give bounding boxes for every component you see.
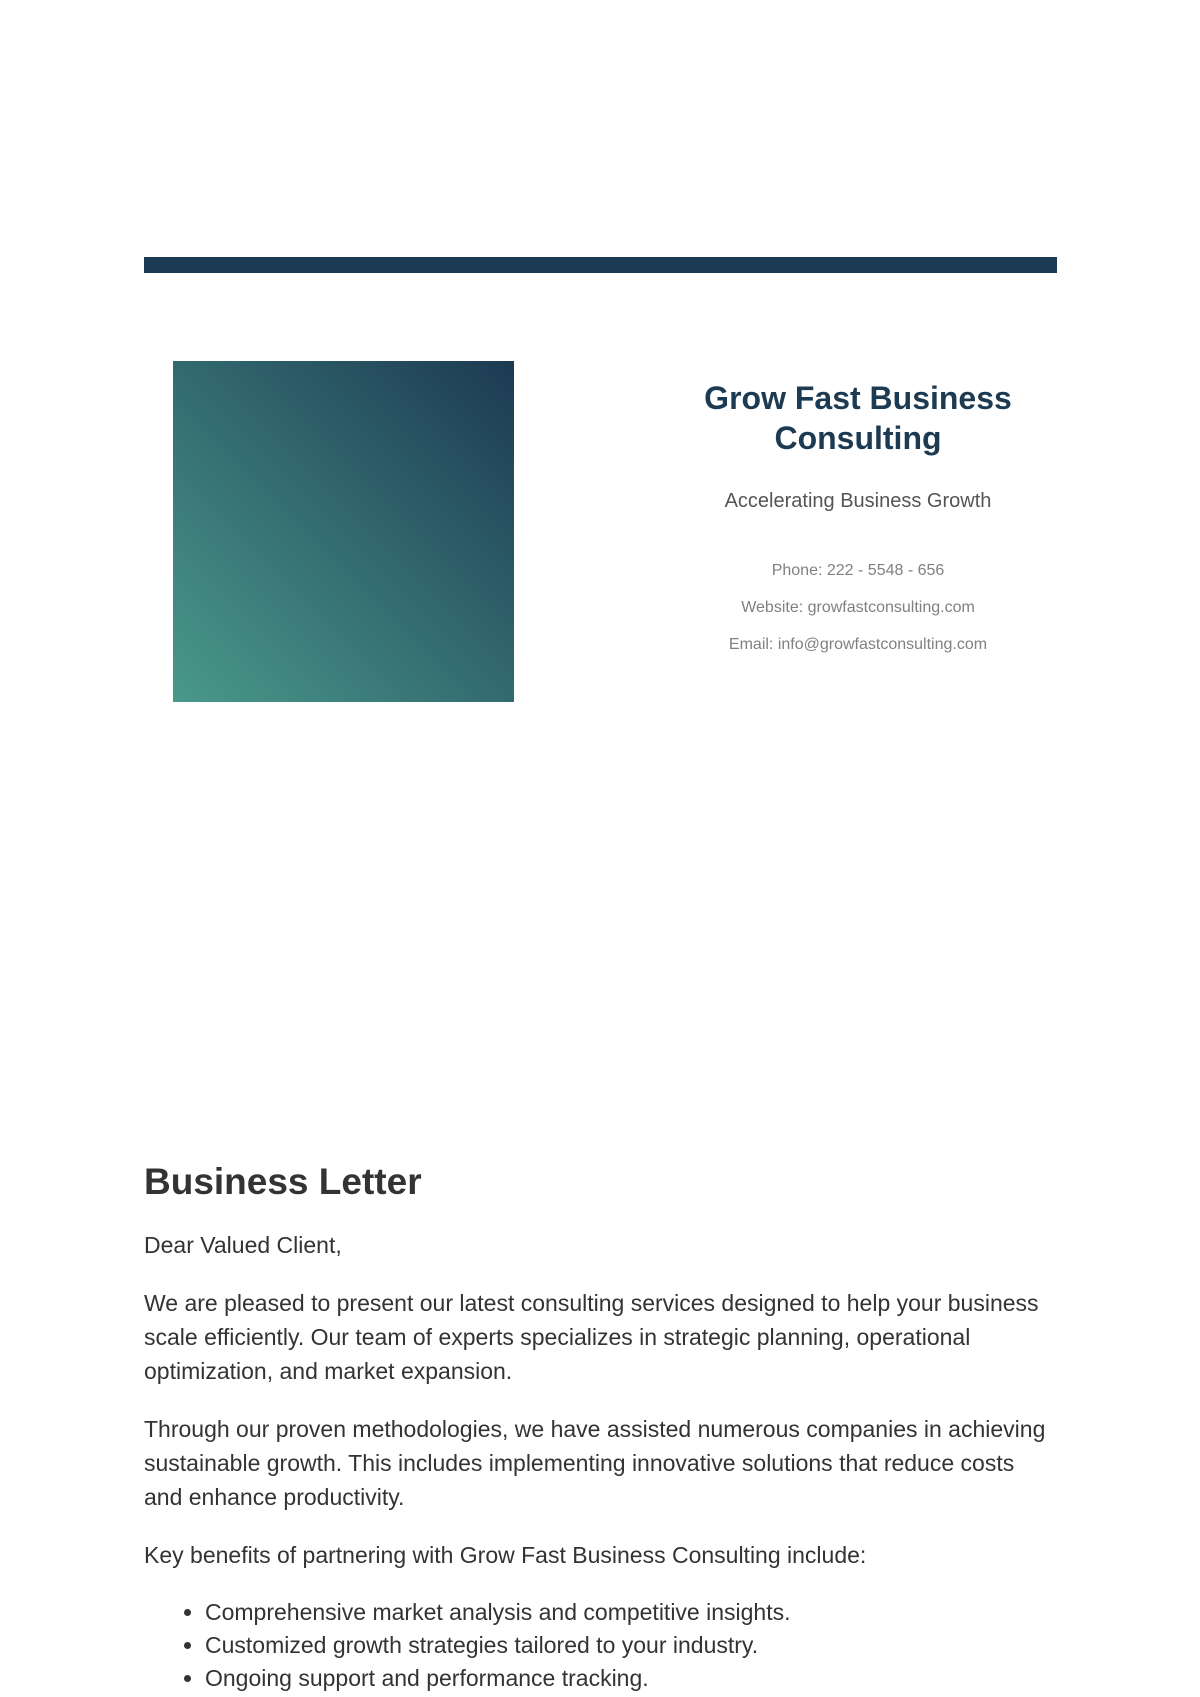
contact-phone: [658, 561, 1058, 581]
company-info: [658, 378, 1058, 655]
email-value: info@growfastconsulting.com: [777, 636, 988, 653]
company-tagline: Accelerating Business Growth: [724, 490, 992, 512]
company-name: Grow Fast Business Consulting: [704, 380, 1012, 456]
contact-website: [658, 598, 1058, 618]
contact-details: [658, 561, 1058, 655]
benefit-item: • Comprehensive market analysis and competitive insights.: [205, 1596, 1057, 1629]
letter-salutation: Dear Valued Client,: [144, 1232, 342, 1258]
letter-body: [144, 1160, 1057, 1695]
phone-label: Phone:: [771, 562, 823, 579]
letter-paragraph: Through our proven methodologies, we have assisted numerous companies in achieving sustainable growth. This includes implementing innovative solutions that reduce costs and enhance productivity.: [144, 1416, 1046, 1510]
letter-paragraph: We are pleased to present our latest consulting services designed to help your business scale efficiently. Our team of experts specializes in strategic planning, operational optimization, and market expansion.: [144, 1290, 1039, 1384]
website-label: Website:: [741, 599, 804, 616]
benefit-item: • Ongoing support and performance tracking.: [205, 1662, 1057, 1695]
benefit-item: • Customized growth strategies tailored to your industry.: [205, 1629, 1057, 1662]
letter-title: Business Letter: [144, 1161, 422, 1202]
website-value: growfastconsulting.com: [807, 599, 975, 616]
email-label: Email:: [728, 636, 774, 653]
company-logo-image: [173, 361, 514, 702]
phone-value: 222 - 5548 - 656: [826, 562, 945, 579]
letter-paragraph: Key benefits of partnering with Grow Fast Business Consulting include:: [144, 1542, 867, 1568]
contact-email: [658, 635, 1058, 655]
header-accent-bar: [144, 257, 1057, 273]
benefits-list: [144, 1596, 1057, 1695]
